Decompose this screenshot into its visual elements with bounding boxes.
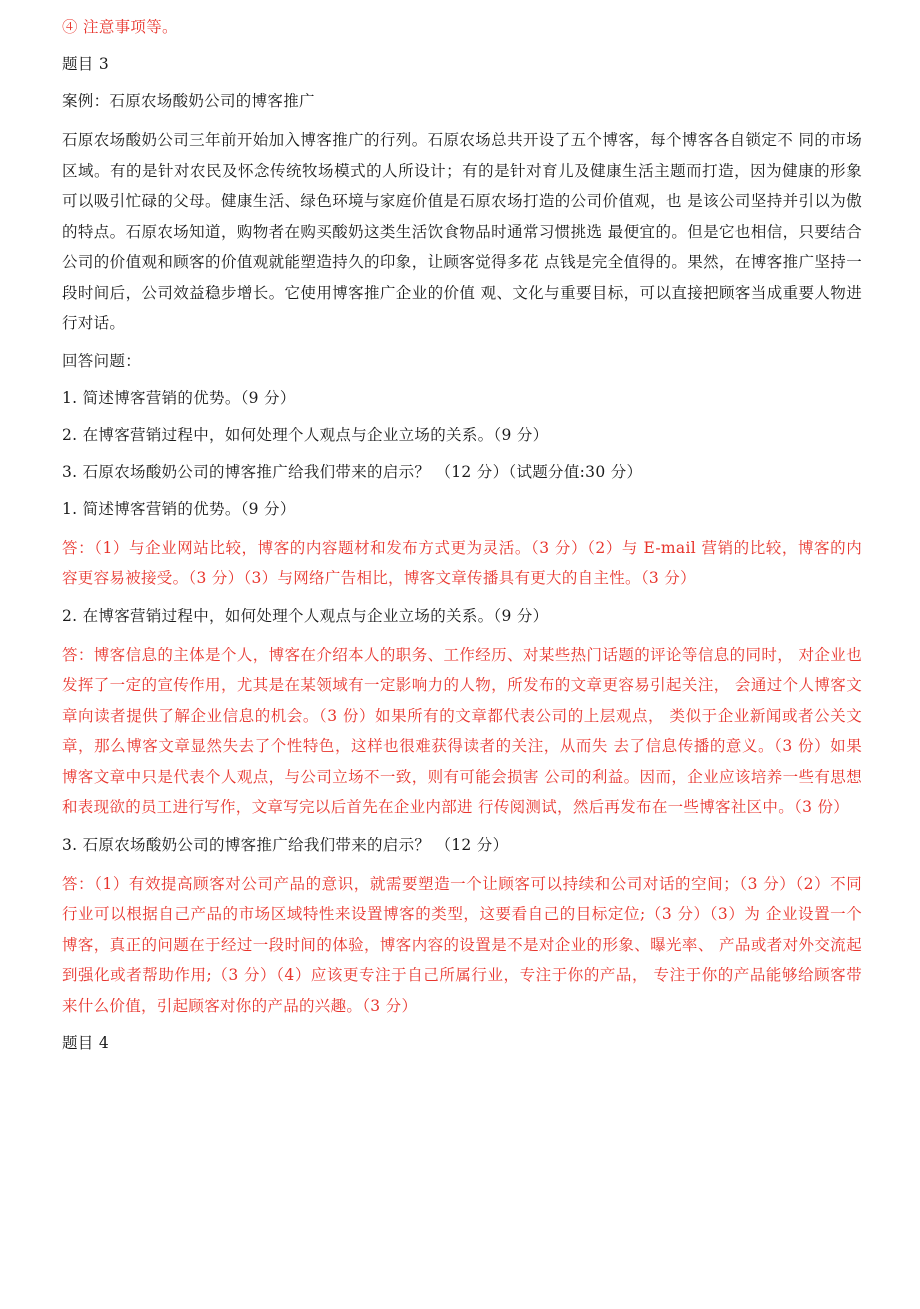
case-text: 石原农场酸奶公司三年前开始加入博客推广的行列。石原农场总共开设了五个博客，每个博客各自锁定不 同的市场区域。有的是针对农民及怀念传统牧场模式的人所设计；有的是针对育儿及健康生活主题而打造，因为健康的形象可以吸引忙碌的父母。健康生活、绿色环境与家庭价值是石原农场打造的公司价值观，也 是该公司坚持并引以为傲的特点。石原农场知道，购物者在购买酸奶这类生活饮食物品时通常习惯挑选 最便宜的。但是它也相信，只要结合公司的价值观和顾客的价值观就能塑造持久的印象，让顾客觉得多花 点钱是完全值得的。果然，在博客推广坚持一段时间后，公司效益稳步增长。它使用博客推广企业的价值 观、文化与重要目标，可以直接把顾客当成重要人物进行对话。 <box>62 131 862 332</box>
answer-3-question: 3. 石原农场酸奶公司的博客推广给我们带来的启示？ （12 分） <box>62 835 509 854</box>
answer-1-text: 答：（1）与企业网站比较，博客的内容题材和发布方式更为灵活。（3 分）（2）与 E-mail 营销的比较，博客的内容更容易被接受。（3 分）（3）与网络广告相比，博客文章传播具有更大的自主性。（3 分） <box>62 538 862 587</box>
document-page <box>62 14 862 1067</box>
answer-2-question: 2. 在博客营销过程中，如何处理个人观点与企业立场的关系。（9 分） <box>62 606 549 625</box>
answer-3-text: 答：（1）有效提高顾客对公司产品的意识，就需要塑造一个让顾客可以持续和公司对话的空间；（3 分）（2）不同行业可以根据自己产品的市场区域特性来设置博客的类型，这要看自己的目标定位;（3 分）（3）为 企业设置一个博客，真正的问题在于经过一段时间的体验，博客内容的设置是不是对企业的形象、曝光率、 产品或者对外交流起到强化或者帮助作用;（3 分）（4）应该更专注于自己所属行业，专注于你的产品， 专注于你的产品能够给顾客带来什么价值，引起顾客对你的产品的兴趣。（3 分） <box>62 874 862 1015</box>
question-3-heading: 题目 3 <box>62 55 109 73</box>
question-2: 2. 在博客营销过程中，如何处理个人观点与企业立场的关系。（9 分） <box>62 425 549 444</box>
answer-2-text: 答：博客信息的主体是个人，博客在介绍本人的职务、工作经历、对某些热门话题的评论等信息的同时， 对企业也发挥了一定的宣传作用，尤其是在某领域有一定影响力的人物，所发布的文章更容易引起关注， 会通过个人博客文章向读者提供了解企业信息的机会。（3 份）如果所有的文章都代表公司的上层观点， 类似于企业新闻或者公关文章，那么博客文章显然失去了个性特色，这样也很难获得读者的关注，从而失 去了信息传播的意义。（3 份）如果博客文章中只是代表个人观点，与公司立场不一致，则有可能会损害 公司的利益。因而，企业应该培养一些有思想和表现欲的员工进行写作，文章写完以后首先在企业内部进 行传阅测试，然后再发布在一些博客社区中。（3 份） <box>62 645 862 816</box>
case-title: 案例：石原农场酸奶公司的博客推广 <box>62 92 315 110</box>
question-3: 3. 石原农场酸奶公司的博客推广给我们带来的启示？ （12 分）（试题分值:30 分） <box>62 462 643 481</box>
answer-1-question: 1. 简述博客营销的优势。（9 分） <box>62 499 296 518</box>
question-1: 1. 简述博客营销的优势。（9 分） <box>62 388 296 407</box>
question-4-heading: 题目 4 <box>62 1034 109 1052</box>
note-item: ④ 注意事项等。 <box>62 18 178 36</box>
answer-prompt: 回答问题： <box>62 351 142 370</box>
